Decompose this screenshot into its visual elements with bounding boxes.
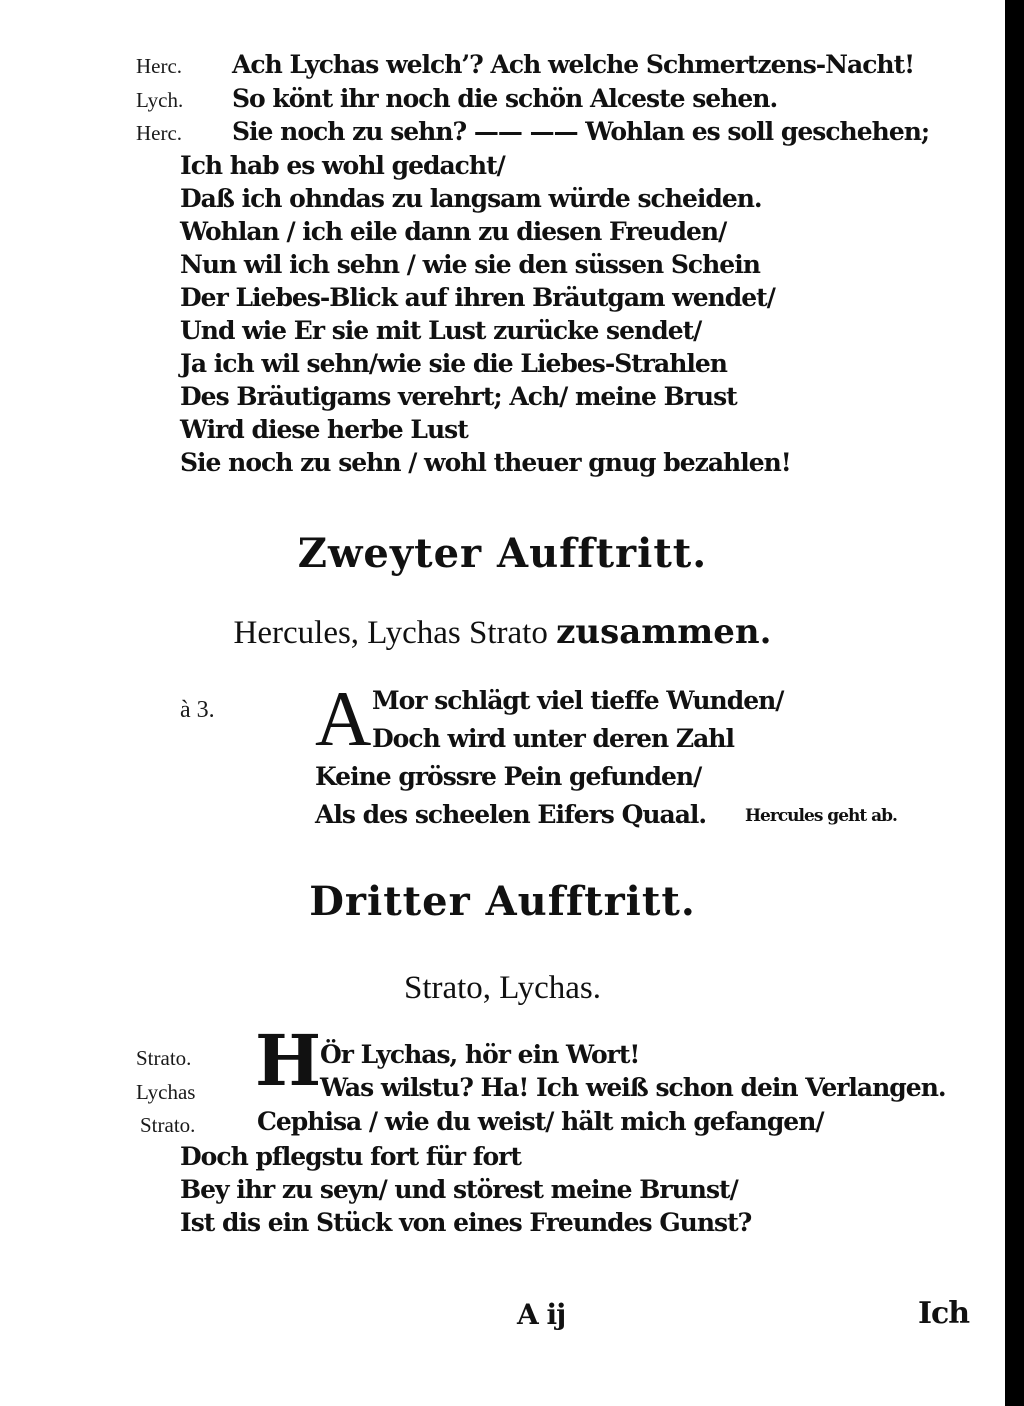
dialogue-line: Ör Lychas, hör ein Wort! bbox=[320, 1040, 640, 1069]
cast-suffix: zusammen. bbox=[556, 612, 772, 652]
verse-line: Der Liebes-Blick auf ihren Bräutgam wendet/ bbox=[180, 283, 775, 312]
verse-line: Wird diese herbe Lust bbox=[180, 415, 468, 444]
dialogue-line: Was wilstu? Ha! Ich weiß schon dein Verlangen. bbox=[320, 1073, 946, 1102]
dialogue-line: Sie noch zu sehn? —— —— Wohlan es soll geschehen; bbox=[232, 117, 930, 146]
speaker-label: Herc. bbox=[136, 54, 183, 78]
dialogue-line: Ach Lychas welch’? Ach welche Schmertzens-Nacht! bbox=[232, 50, 915, 79]
catchword: Ich bbox=[918, 1296, 970, 1331]
stage-direction: Hercules geht ab. bbox=[745, 806, 897, 826]
scene-cast: Strato, Lychas. bbox=[403, 970, 602, 1006]
verse-line: Daß ich ohndas zu langsam würde scheiden. bbox=[180, 184, 762, 213]
verse-line: Ist dis ein Stück von eines Freundes Gunst? bbox=[180, 1208, 752, 1237]
dialogue-line: So könt ihr noch die schön Alceste sehen. bbox=[232, 84, 778, 113]
verse-line: Ich hab es wohl gedacht/ bbox=[180, 151, 505, 180]
speaker-label: à 3. bbox=[180, 697, 215, 723]
speaker-label: Herc. bbox=[136, 121, 183, 145]
scene-heading: Zweyter Aufftritt. bbox=[297, 530, 708, 577]
speaker-label: Strato. bbox=[136, 1046, 192, 1070]
verse-line: Als des scheelen Eifers Quaal. bbox=[315, 800, 707, 829]
drop-cap: A bbox=[315, 675, 372, 762]
verse-line: Ja ich wil sehn/wie sie die Liebes-Strahlen bbox=[180, 349, 727, 378]
verse-line: Mor schlägt viel tieffe Wunden/ bbox=[372, 686, 784, 715]
verse-line: Bey ihr zu seyn/ und störest meine Brunst/ bbox=[180, 1175, 738, 1204]
verse-line: Sie noch zu sehn / wohl theuer gnug bezahlen! bbox=[180, 448, 791, 477]
verse-line: Des Bräutigams verehrt; Ach/ meine Brust bbox=[180, 382, 737, 411]
cast-names: Hercules, Lychas Strato bbox=[233, 615, 548, 651]
signature-mark: A ij bbox=[517, 1298, 566, 1331]
speaker-label: Lychas bbox=[136, 1080, 196, 1104]
verse-line: Keine grössre Pein gefunden/ bbox=[315, 762, 702, 791]
verse-line: Doch wird unter deren Zahl bbox=[372, 724, 734, 753]
verse-line: Doch pflegstu fort für fort bbox=[180, 1142, 521, 1171]
verse-line: Wohlan / ich eile dann zu diesen Freuden/ bbox=[180, 217, 727, 246]
ornamental-initial: H bbox=[255, 1019, 322, 1102]
scene-cast bbox=[0, 612, 1005, 652]
verse-line: Und wie Er sie mit Lust zurücke sendet/ bbox=[180, 316, 702, 345]
speaker-label: Lych. bbox=[136, 88, 184, 112]
scene-heading: Dritter Aufftritt. bbox=[309, 878, 696, 925]
dialogue-line: Cephisa / wie du weist/ hält mich gefangen/ bbox=[257, 1107, 824, 1136]
speaker-label: Strato. bbox=[140, 1113, 196, 1137]
verse-line: Nun wil ich sehn / wie sie den süssen Schein bbox=[180, 250, 760, 279]
